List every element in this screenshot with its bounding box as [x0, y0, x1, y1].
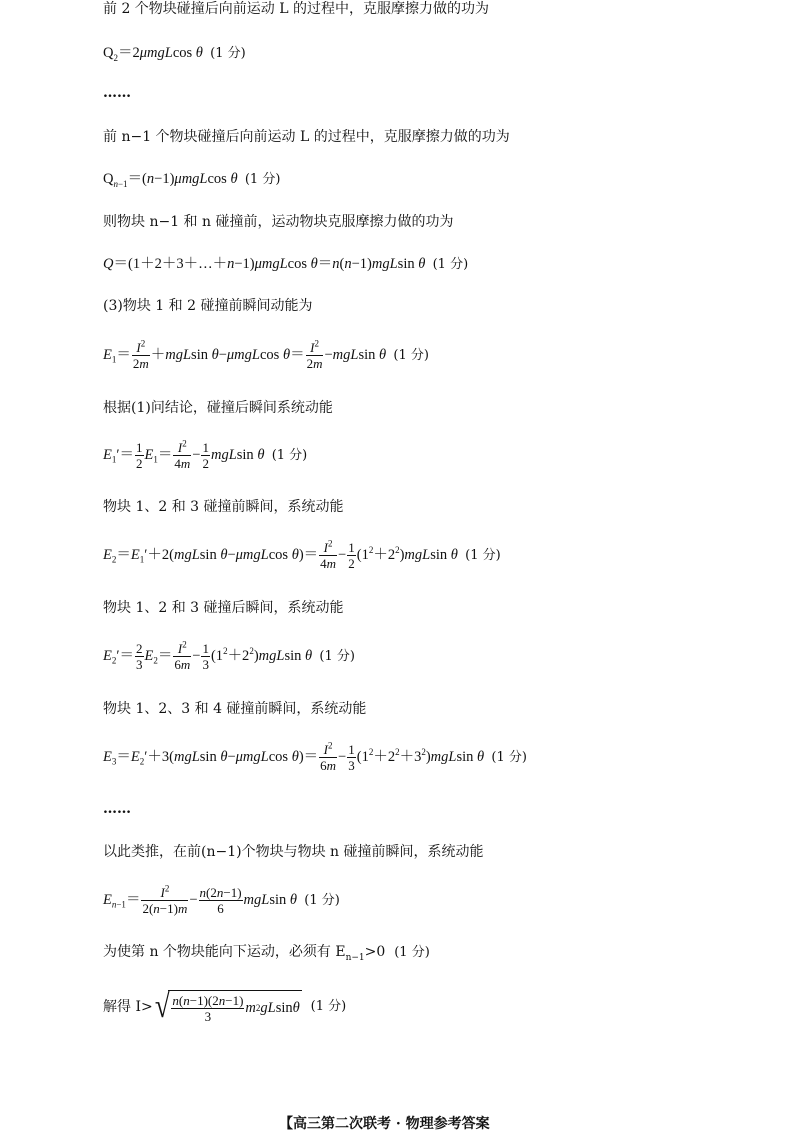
ellipsis: ……: [103, 85, 131, 101]
formula-e1: $E_1=$ $\frac{I^2}{2m}$ ＋mgLsin θ−μmgLcos θ＝ $\frac{I^2}{2m}$ −mgLsin θ (1 分): [103, 338, 429, 371]
formula-e2-prime: $E_2'=$ $\frac{2}{3}$ $E_2=$ $\frac{I^2}{6m}$ − $\frac{1}{3}$ $(1^2+2^2)mgLsin$ θ (1 分): [103, 639, 355, 672]
text-line-15: 物块 1、2、3 和 4 碰撞前瞬间，系统动能: [103, 701, 367, 717]
formula-e3: $E_3=E_2'+3(mgLsin$ θ−μmgLcos θ)＝ $\frac{I^2}{6m}$ − $\frac{1}{3}$ $(1^2+2^2+3^2)mgLsin$ θ (1 分): [103, 740, 527, 773]
condition-text: 为使第 n 个物块能向下运动，必须有 E: [103, 944, 346, 960]
text-line-11: 物块 1、2 和 3 碰撞前瞬间，系统动能: [103, 499, 344, 515]
score-label: (1 分): [271, 447, 308, 463]
score-label: (1 分): [304, 892, 340, 908]
formula-q-sum: Q＝(1＋2＋3＋…＋n−1)μmgLcos θ＝n(n−1)mgLsin θ (1 分): [103, 256, 469, 272]
score-label: (1 分): [310, 999, 347, 1014]
formula-qn-1: $Q_{n-1}=(n-1)\mu mgLcos$ θ (1 分): [103, 171, 281, 189]
text-line-13: 物块 1、2 和 3 碰撞后瞬间，系统动能: [103, 600, 344, 616]
text-line-5: 则物块 n−1 和 n 碰撞前，运动物块克服摩擦力做的功为: [103, 214, 454, 230]
text-line-1: 前 2 个物块碰撞后向前运动 L 的过程中，克服摩擦力做的功为: [103, 1, 490, 17]
sqrt-expression: √ $\frac{n(n-1)(2n-1)}{3}$ m 2 gL sin θ: [154, 988, 300, 1025]
text-line-7: (3)物块 1 和 2 碰撞前瞬间动能为: [103, 298, 313, 314]
score-label: (1 分): [393, 347, 429, 363]
condition-subscript: n−1: [345, 952, 365, 963]
score-label: (1 分): [491, 749, 527, 765]
score-label: (1 分): [394, 945, 430, 960]
ellipsis: ……: [103, 801, 131, 817]
formula-en-1: $E_{n-1}=$ $\frac{I^2}{2(n-1)m}$ − $\frac{n(2n-1)}{6}$ mgLsin θ (1 分): [103, 883, 340, 916]
score-label: (1 分): [319, 648, 355, 664]
formula-q2: $Q_2=2\mu mgLcos$ θ (1 分): [103, 45, 246, 63]
condition-inequality: >0: [364, 944, 386, 960]
result-text: 解得 I>: [103, 999, 153, 1015]
formula-e2: $E_2=E_1'+2(mgLsin$ θ−μmgLcos θ)＝ $\frac{I^2}{4m}$ − $\frac{1}{2}$ $(1^2+2^2)mgLsin$ θ (1 分): [103, 538, 501, 571]
text-line-19: [103, 943, 430, 962]
score-label: (1 分): [465, 547, 501, 563]
text-line-9: 根据(1)问结论，碰撞后瞬间系统动能: [103, 400, 333, 416]
formula-e1-prime: $E_1'=$ $\frac{1}{2}$ $E_1=$ $\frac{I^2}{4m}$ − $\frac{1}{2}$ mgLsin θ (1 分): [103, 438, 308, 471]
text-line-17: 以此类推，在前(n−1)个物块与物块 n 碰撞前瞬间，系统动能: [103, 844, 484, 860]
score-label: (1 分): [210, 46, 246, 61]
text-line-result: [103, 990, 346, 1024]
page-footer: 【高三第二次联考 · 物理参考答案: [279, 1116, 490, 1132]
score-label: (1 分): [244, 172, 281, 187]
score-label: (1 分): [432, 257, 469, 272]
text-line-3: 前 n−1 个物块碰撞后向前运动 L 的过程中，克服摩擦力做的功为: [103, 129, 510, 145]
